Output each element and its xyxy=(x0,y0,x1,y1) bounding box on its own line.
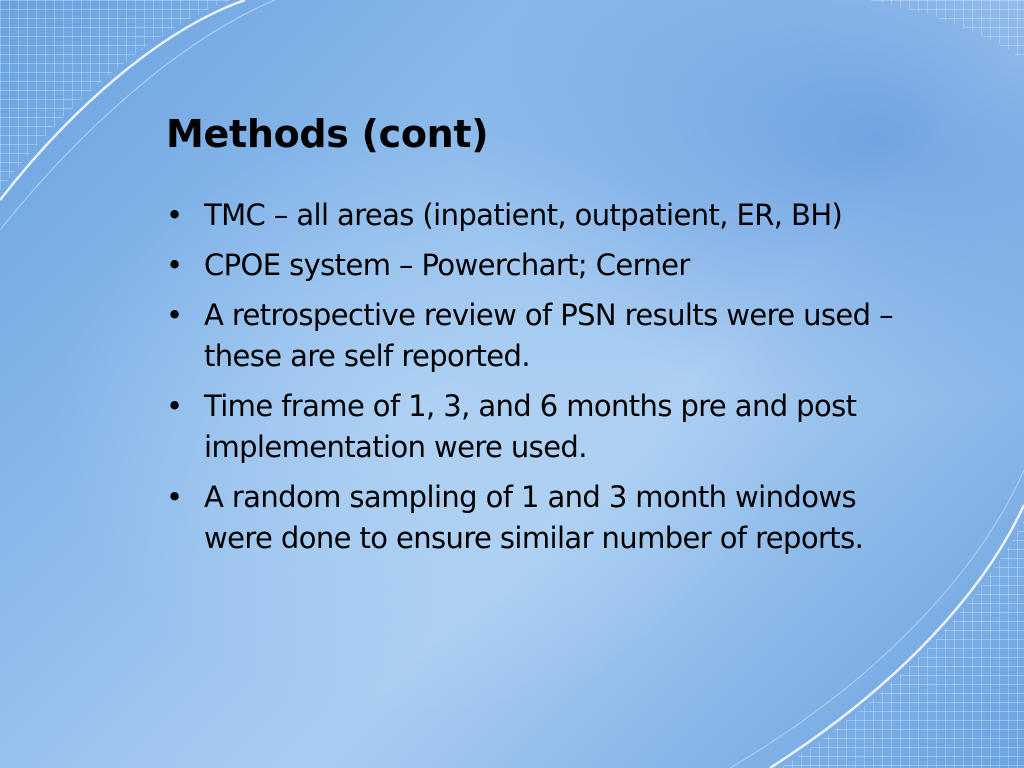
bullet-text: A retrospective review of PSN results were used – these are self reported. xyxy=(204,298,893,373)
slide-title: Methods (cont) xyxy=(166,112,489,156)
bullet-list xyxy=(166,195,926,568)
bullet-point-icon: • xyxy=(166,480,183,514)
bullet-item xyxy=(166,245,926,286)
bullet-text: TMC – all areas (inpatient, outpatient, ER, BH) xyxy=(204,198,843,232)
bullet-text: CPOE system – Powerchart; Cerner xyxy=(204,248,690,282)
bullet-text: Time frame of 1, 3, and 6 months pre and post implementation were used. xyxy=(204,389,857,464)
bullet-item xyxy=(166,195,926,236)
bullet-text: A random sampling of 1 and 3 month windows were done to ensure similar number of reports. xyxy=(204,480,864,555)
bullet-point-icon: • xyxy=(166,298,183,332)
bullet-item xyxy=(166,295,926,377)
bullet-point-icon: • xyxy=(166,198,183,232)
bullet-item xyxy=(166,386,926,468)
bullet-item xyxy=(166,477,926,559)
bullet-point-icon: • xyxy=(166,248,183,282)
bullet-point-icon: • xyxy=(166,389,183,423)
